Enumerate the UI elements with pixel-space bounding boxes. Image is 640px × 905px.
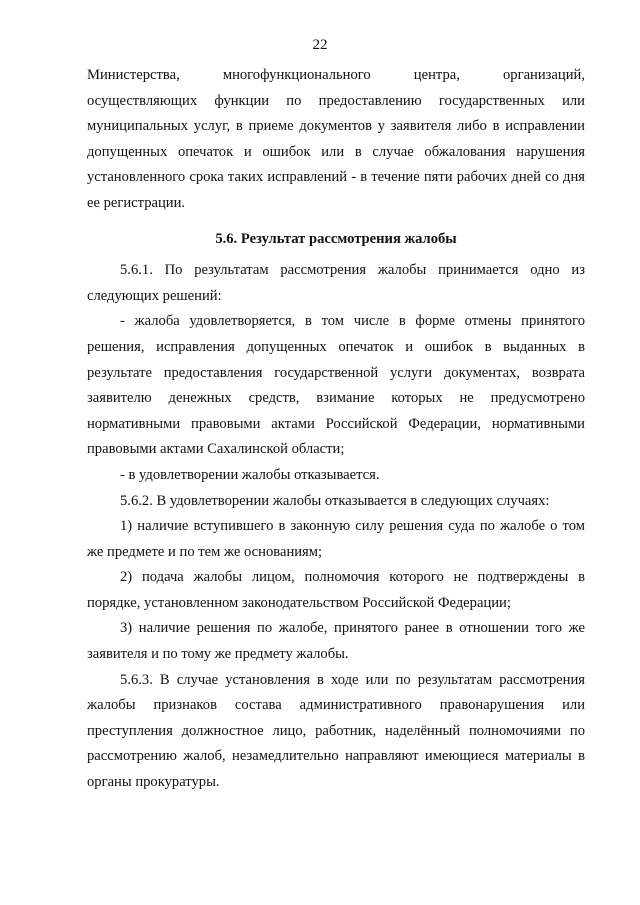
paragraph-case-1: 1) наличие вступившего в законную силу решения суда по жалобе о том же предмете и по тем же основаниям; bbox=[87, 518, 585, 560]
page-number: 22 bbox=[312, 37, 328, 53]
paragraph-5-6-2: 5.6.2. В удовлетворении жалобы отказывается в следующих случаях: bbox=[120, 492, 550, 509]
section-heading: 5.6. Результат рассмотрения жалобы bbox=[215, 230, 457, 247]
paragraph-case-3: 3) наличие решения по жалобе, принятого ранее в отношении того же заявителя и по тому же предмету жалобы. bbox=[87, 620, 585, 663]
paragraph-case-2: 2) подача жалобы лицом, полномочия которого не подтверждены в порядке, установленном законодательством Российской Федерации; bbox=[87, 569, 585, 611]
paragraph-5-6-1: 5.6.1. По результатам рассмотрения жалобы принимается одно из следующих решений: bbox=[87, 262, 585, 304]
document-body bbox=[87, 63, 585, 796]
paragraph-5-6-3: 5.6.3. В случае установления в ходе или по результатам рассмотрения жалобы признаков состава административного правонарушения или преступления должностное лицо, работник, наделённый полномочиями по рассмотрению жалоб, незамедлительно направляют имеющиеся материалы в органы прокуратуры. bbox=[87, 671, 585, 791]
paragraph-complaint-satisfied: - жалоба удовлетворяется, в том числе в форме отмены принятого решения, исправления допущенных опечаток и ошибок в выданных в результате предоставления государственной услуги документах, возврата заявителю денежных средств, взимание которых не предусмотрено нормативными правовыми актами Российской Федерации, нормативными правовыми актами Сахалинской области; bbox=[87, 313, 585, 458]
paragraph-continuation-line1: Министерства, многофункционального центра, организаций, bbox=[87, 67, 585, 83]
paragraph-complaint-rejected: - в удовлетворении жалобы отказывается. bbox=[120, 466, 380, 483]
paragraph-continuation: осуществляющих функции по предоставлению государственных или муниципальных услуг, в приеме документов у заявителя либо в исправлении допущенных опечаток и ошибок или в случае обжалования нарушения установленного срока таких исправлений - в течение пяти рабочих дней со дня ее регистрации. bbox=[87, 92, 585, 211]
